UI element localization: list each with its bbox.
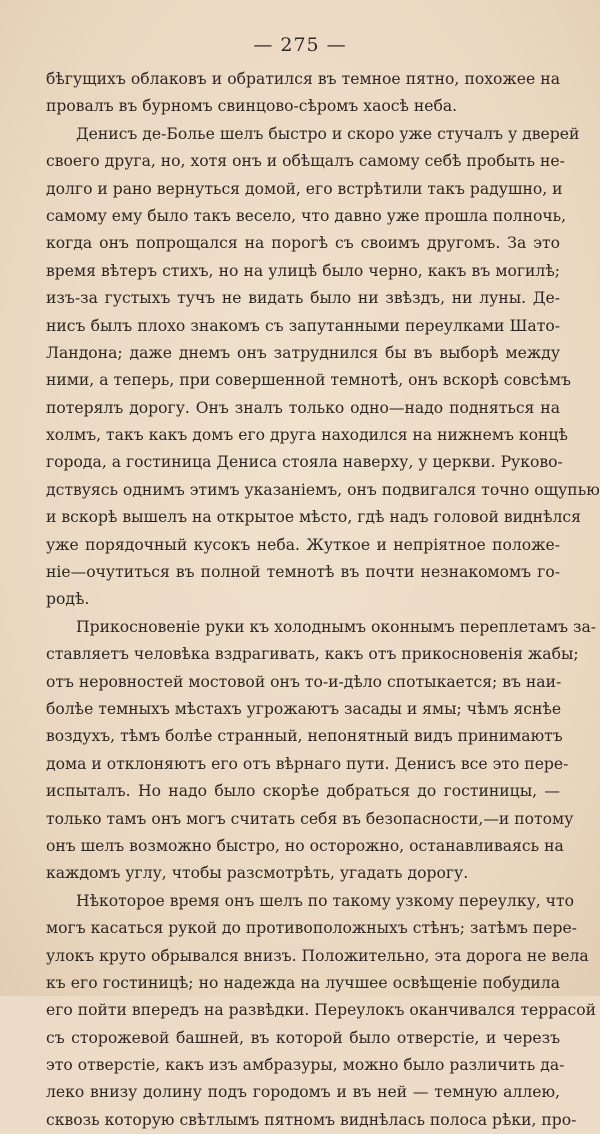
- text-line: нисъ былъ плохо знакомъ съ запутанными переулками Шато-: [46, 316, 560, 335]
- page-text: [46, 66, 600, 1134]
- text-line: отъ неровностей мостовой онъ то-и-дѣло спотыкается; въ наи-: [46, 672, 562, 691]
- text-line: своего друга, но, хотя онъ и обѣщалъ самому себѣ пробыть не-: [46, 152, 565, 171]
- text-line: родѣ.: [46, 590, 90, 609]
- text-line: только тамъ онъ могъ считать себя въ безопасности,—и потому: [46, 809, 574, 828]
- paragraph: [46, 614, 597, 888]
- text-line: улокъ круто обрывался внизъ. Положительно, эта дорога не вела: [46, 946, 589, 965]
- text-line: и вскорѣ вышелъ на открытое мѣсто, гдѣ надъ головой виднѣлся: [46, 508, 581, 527]
- text-line: къ его гостиницѣ; но надежда на лучшее освѣщеніе побудила: [46, 973, 560, 992]
- text-line: Ландона; даже днемъ онъ затруднился бы въ выборѣ между: [46, 343, 560, 362]
- text-line: ставляетъ человѣка вздрагивать, какъ отъ прикосновенія жабы;: [46, 645, 579, 664]
- text-line: ніе—очутиться въ полной темнотѣ въ почти незнакомомъ го-: [46, 563, 560, 582]
- text-line: испыталъ. Но надо было скорѣе добраться до гостиницы, —: [46, 782, 560, 801]
- text-line: каждомъ углу, чтобы разсмотрѣть, угадать дорогу.: [46, 864, 469, 883]
- text-line: ними, а теперь, при совершенной темнотѣ, онъ вскорѣ совсѣмъ: [46, 371, 571, 390]
- text-line: провалъ въ бурномъ свинцово-сѣромъ хаосѣ неба.: [46, 97, 458, 116]
- text-line: дома и отклоняютъ его отъ вѣрнаго пути. Денисъ все это пере-: [46, 754, 569, 773]
- text-line: долго и рано вернуться домой, его встрѣтили такъ радушно, и: [46, 179, 563, 198]
- text-line: его пойти впередъ на развѣдки. Переулокъ оканчивался террасой: [46, 1001, 597, 1020]
- text-line: города, а гостиница Дениса стояла наверху, у церкви. Руково-: [46, 453, 563, 472]
- text-line: это отверстіе, какъ изъ амбразуры, можно было различить да-: [46, 1056, 565, 1075]
- text-line: онъ шелъ возможно быстро, но осторожно, останавливаясь на: [46, 836, 564, 855]
- text-line: могъ касаться рукой до противоположныхъ стѣнъ; затѣмъ пере-: [46, 919, 577, 938]
- text-line: изъ-за густыхъ тучъ не видать было ни звѣздъ, ни луны. Де-: [46, 289, 560, 308]
- text-line: самому ему было такъ весело, что давно уже прошла полночь,: [46, 206, 567, 225]
- text-line: когда онъ попрощался на порогѣ съ своимъ другомъ. За это: [46, 234, 560, 253]
- text-line: Нѣкоторое время онъ шелъ по такому узкому переулку, что: [76, 891, 574, 910]
- text-line: время вѣтеръ стихъ, но на улицѣ было черно, какъ въ могилѣ;: [46, 261, 560, 280]
- text-line: бѣгущихъ облаковъ и обратился въ темное пятно, похожее на: [46, 70, 560, 88]
- text-line: уже порядочный кусокъ неба. Жуткое и непріятное положе-: [46, 535, 560, 554]
- text-line: потерялъ дорогу. Онъ зналъ только одно—надо подняться на: [46, 398, 560, 417]
- paragraph: [46, 888, 597, 1134]
- text-line: Прикосновеніе руки къ холоднымъ оконнымъ переплетамъ за-: [76, 617, 597, 636]
- page-number: — 275 —: [253, 34, 347, 56]
- text-line: леко внизу долину подъ городомъ и въ ней — темную аллею,: [46, 1083, 560, 1102]
- paragraph: [46, 121, 600, 614]
- text-line: дствуясь однимъ этимъ указаніемъ, онъ подвигался точно ощупью: [46, 480, 600, 499]
- paragraph: [46, 66, 560, 121]
- text-line: Денисъ де-Болье шелъ быстро и скоро уже стучалъ у дверей: [76, 124, 580, 143]
- text-line: съ сторожевой башней, въ которой было отверстіе, и черезъ: [46, 1028, 560, 1047]
- text-line: болѣе темныхъ мѣстахъ угрожаютъ засады и ямы; чѣмъ яснѣе: [46, 699, 562, 718]
- text-line: сквозь которую свѣтлымъ пятномъ виднѣлась полоса рѣки, про-: [46, 1110, 577, 1129]
- text-line: холмъ, такъ какъ домъ его друга находился на нижнемъ концѣ: [46, 426, 568, 445]
- text-line: воздухъ, тѣмъ болѣе странный, непонятный видъ принимаютъ: [46, 727, 563, 746]
